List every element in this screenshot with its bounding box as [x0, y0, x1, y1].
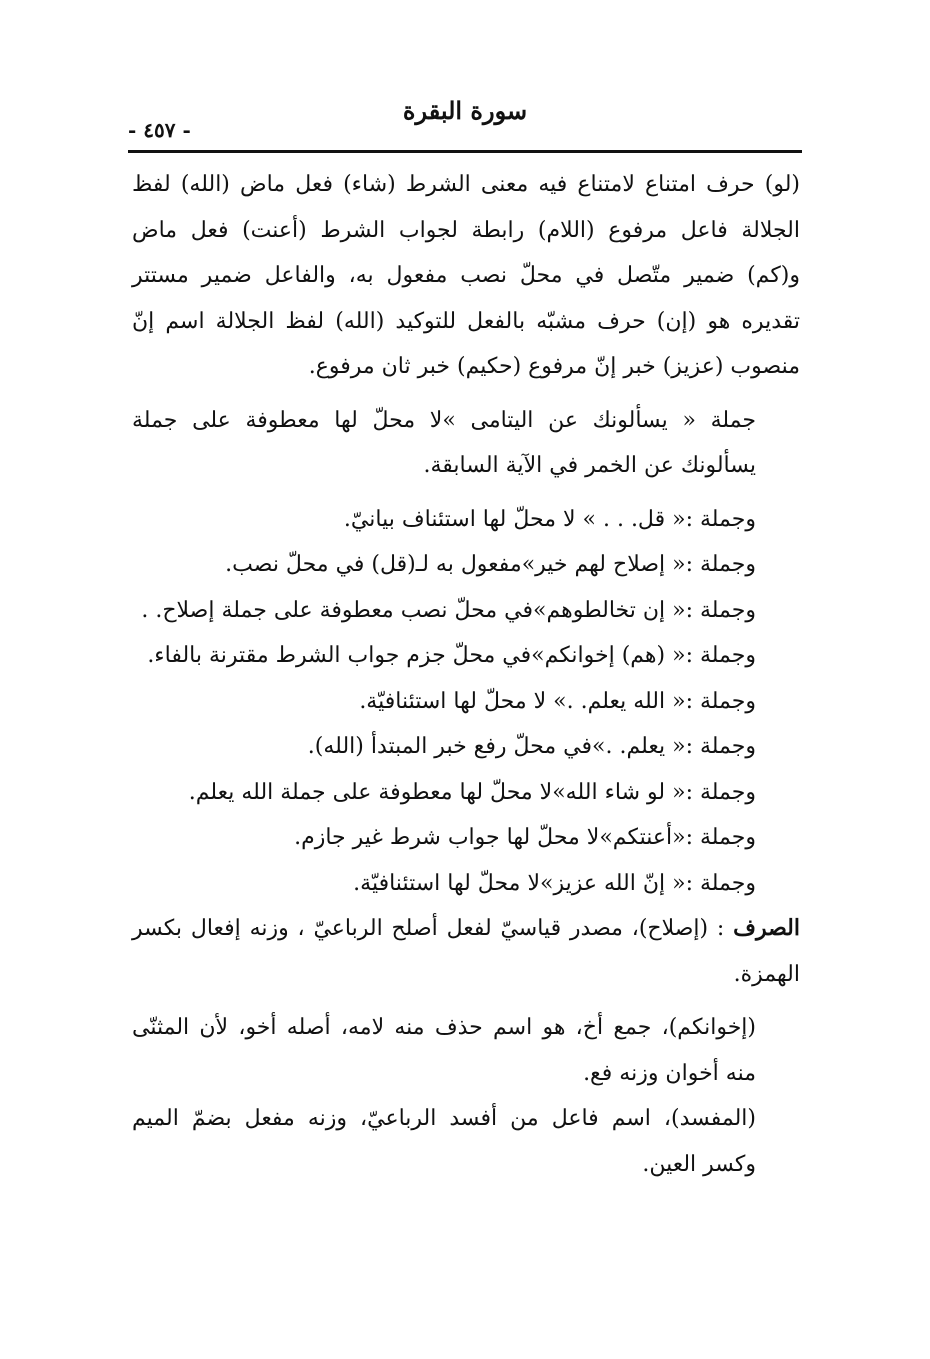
page-header [128, 92, 802, 152]
jumla-ikhwanukum: وجملة :« (هم) إخوانكم»في محلّ جزم جواب الشرط مقترنة بالفاء. [147, 643, 756, 668]
sarf-label: الصرف [733, 915, 800, 941]
jumla-in-tukhalituhum: وجملة :« إن تخالطوهم»في محلّ نصب معطوفة على جملة إصلاح. . [141, 597, 756, 623]
paragraph-sarf [132, 906, 800, 997]
sarf-text: : (إصلاح)، مصدر قياسيّ لفعل أصلح الرباعيّ ، وزنه إفعال بكسر الهمزة. [132, 916, 800, 987]
jumla-allah-yalam: وجملة :« الله يعلم. .» لا محلّ لها استئنافيّة. [359, 688, 756, 714]
paragraph-ikhwanukum: (إخوانكم)، جمع أخ، هو اسم حذف منه لامه، أصله أخو، لأن المثنّى منه أخوان وزنه فع. [132, 1015, 756, 1086]
jumla-aantakum: وجملة :«أعنتكم»لا محلّ لها جواب شرط غير جازم. [294, 825, 756, 850]
page-body [132, 162, 800, 1187]
paragraph-irab-lau: (لو) حرف امتناع لامتناع فيه معنى الشرط (شاء) فعل ماض (الله) لفظ الجلالة فاعل مرفوع (اللام) رابطة لجواب الشرط (أعنت) فعل ماض و(كم) ضمير متّصل في محلّ نصب مفعول به، والفاعل ضمير مستتر تقديره هو (إن) حرف مشبّه بالفعل للتوكيد (الله) لفظ الجلالة اسم إنّ منصوب (عزيز) خبر إنّ مرفوع (حكيم) خبر ثان مرفوع. [132, 172, 800, 379]
jumla-lau-shaa: وجملة :« لو شاء الله»لا محلّ لها معطوفة على جملة الله يعلم. [188, 779, 756, 805]
jumla-inna-allah-aziz: وجملة :« إنّ الله عزيز»لا محلّ لها استئنافيّة. [353, 870, 756, 896]
page-number: - ٤٥٧ - [128, 118, 191, 142]
paragraph-mufsid: (المفسد)، اسم فاعل من أفسد الرباعيّ، وزنه مفعل بضمّ الميم وكسر العين. [132, 1106, 756, 1177]
jumla-qul: وجملة :« قل. . . » لا محلّ لها استئناف بيانيّ. [343, 506, 756, 532]
jumla-islah: وجملة :« إصلاح لهم خير»مفعول به لـ(قل) في محلّ نصب. [225, 552, 756, 577]
jumla-yalam: وجملة :« يعلم. .»في محلّ رفع خبر المبتدأ (الله). [307, 734, 756, 759]
header-rule [128, 150, 802, 153]
paragraph-jumla-yasalunaka: جملة « يسألونك عن اليتامى »لا محلّ لها معطوفة على جملة يسألونك عن الخمر في الآية السابقة. [132, 407, 756, 478]
surah-title: سورة البقرة [402, 96, 528, 125]
